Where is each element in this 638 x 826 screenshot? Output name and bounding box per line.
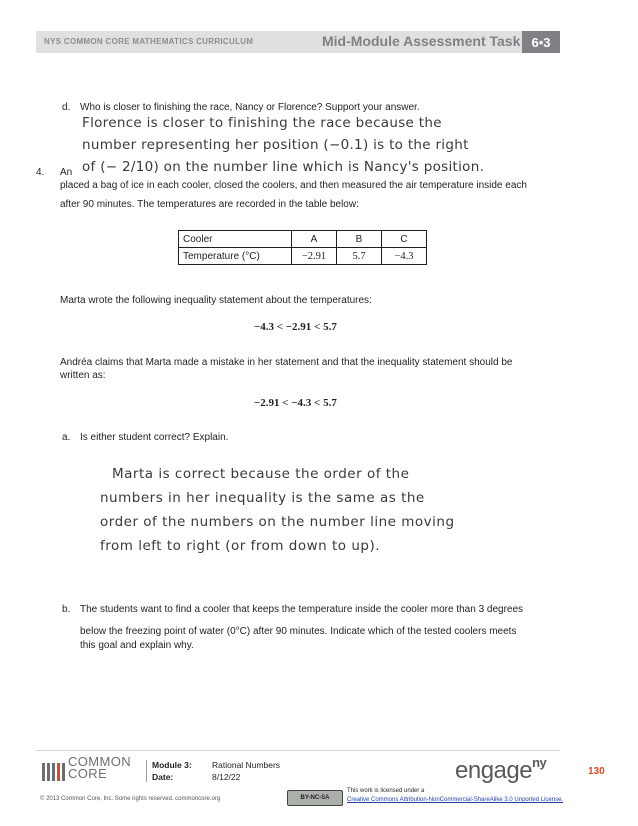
page-number: 130 <box>588 766 605 777</box>
question-d-answer-line-2: number representing her position (−0.1) is to the right <box>82 137 469 153</box>
question-4-intro-first: An <box>60 167 73 178</box>
question-d-prompt: Who is closer to finishing the race, Nancy or Florence? Support your answer. <box>80 102 420 113</box>
footer-divider <box>146 760 147 782</box>
assessment-title: Mid-Module Assessment Task <box>322 33 521 49</box>
license-link[interactable]: Creative Commons Attribution-NonCommercial-ShareAlike 3.0 Unported License. <box>347 797 564 803</box>
table-cell: 5.7 <box>337 248 382 265</box>
license-text: This work is licensed under a <box>347 788 425 794</box>
engage-ny-logo: engage$^{ny}$ <box>455 755 547 784</box>
date-label: Date: <box>152 772 174 782</box>
question-d-label: d. <box>62 102 71 113</box>
andrea-claim-line-2: written as: <box>60 370 106 381</box>
table-header-cell: Cooler <box>179 231 292 248</box>
creative-commons-badge: BY-NC-SA <box>287 790 343 806</box>
temperature-table <box>178 230 427 265</box>
andrea-inequality: −2.91 < −4.3 < 5.7 <box>254 397 337 409</box>
footer-rule <box>36 750 560 751</box>
part-b-line-3: this goal and explain why. <box>80 640 194 651</box>
question-d-answer-line-1: Florence is closer to finishing the race because the <box>82 115 442 131</box>
part-a-label: a. <box>62 432 71 443</box>
curriculum-title: NYS COMMON CORE MATHEMATICS CURRICULUM <box>44 37 254 46</box>
part-b-line-2: below the freezing point of water (0°C) after 90 minutes. Indicate which of the tested coolers meets <box>80 626 517 637</box>
part-b-label: b. <box>62 604 71 615</box>
part-a-prompt: Is either student correct? Explain. <box>80 432 229 443</box>
part-a-answer-line-2: numbers in her inequality is the same as the <box>100 490 425 506</box>
question-4-number: 4. <box>36 167 45 178</box>
grade-module-badge: 6•3 <box>522 31 560 53</box>
marta-inequality: −4.3 < −2.91 < 5.7 <box>254 321 337 333</box>
part-b-line-1: The students want to find a cooler that keeps the temperature inside the cooler more than 3 degrees <box>80 604 524 615</box>
question-d-answer-line-3: of (− 2/10) on the number line which is Nancy's position. <box>82 159 485 175</box>
table-row <box>179 248 427 265</box>
andrea-claim-line-1: Andréa claims that Marta made a mistake in her statement and that the inequality statement should be <box>60 357 513 368</box>
table-header-cell: C <box>382 231 427 248</box>
module-value: Rational Numbers <box>212 760 281 770</box>
table-row-label: Temperature (°C) <box>179 248 292 265</box>
module-label: Module 3: <box>152 760 192 770</box>
marta-statement: Marta wrote the following inequality statement about the temperatures: <box>60 295 372 306</box>
question-4-intro-line-1: placed a bag of ice in each cooler, closed the coolers, and then measured the air temperature inside each <box>60 180 527 191</box>
part-a-answer-line-3: order of the numbers on the number line moving <box>100 514 455 530</box>
table-cell: −2.91 <box>292 248 337 265</box>
table-header-row <box>179 231 427 248</box>
part-a-answer-line-1: Marta is correct because the order of the <box>112 466 410 482</box>
date-value: 8/12/22 <box>212 772 241 782</box>
common-core-wordmark: COMMON CORE <box>68 754 132 781</box>
question-4-intro-line-2: after 90 minutes. The temperatures are recorded in the table below: <box>60 199 359 210</box>
table-header-cell: B <box>337 231 382 248</box>
copyright-notice: © 2013 Common Core, Inc. Some rights reserved. commoncore.org <box>40 796 221 802</box>
table-header-cell: A <box>292 231 337 248</box>
table-cell: −4.3 <box>382 248 427 265</box>
part-a-answer-line-4: from left to right (or from down to up). <box>100 538 381 554</box>
